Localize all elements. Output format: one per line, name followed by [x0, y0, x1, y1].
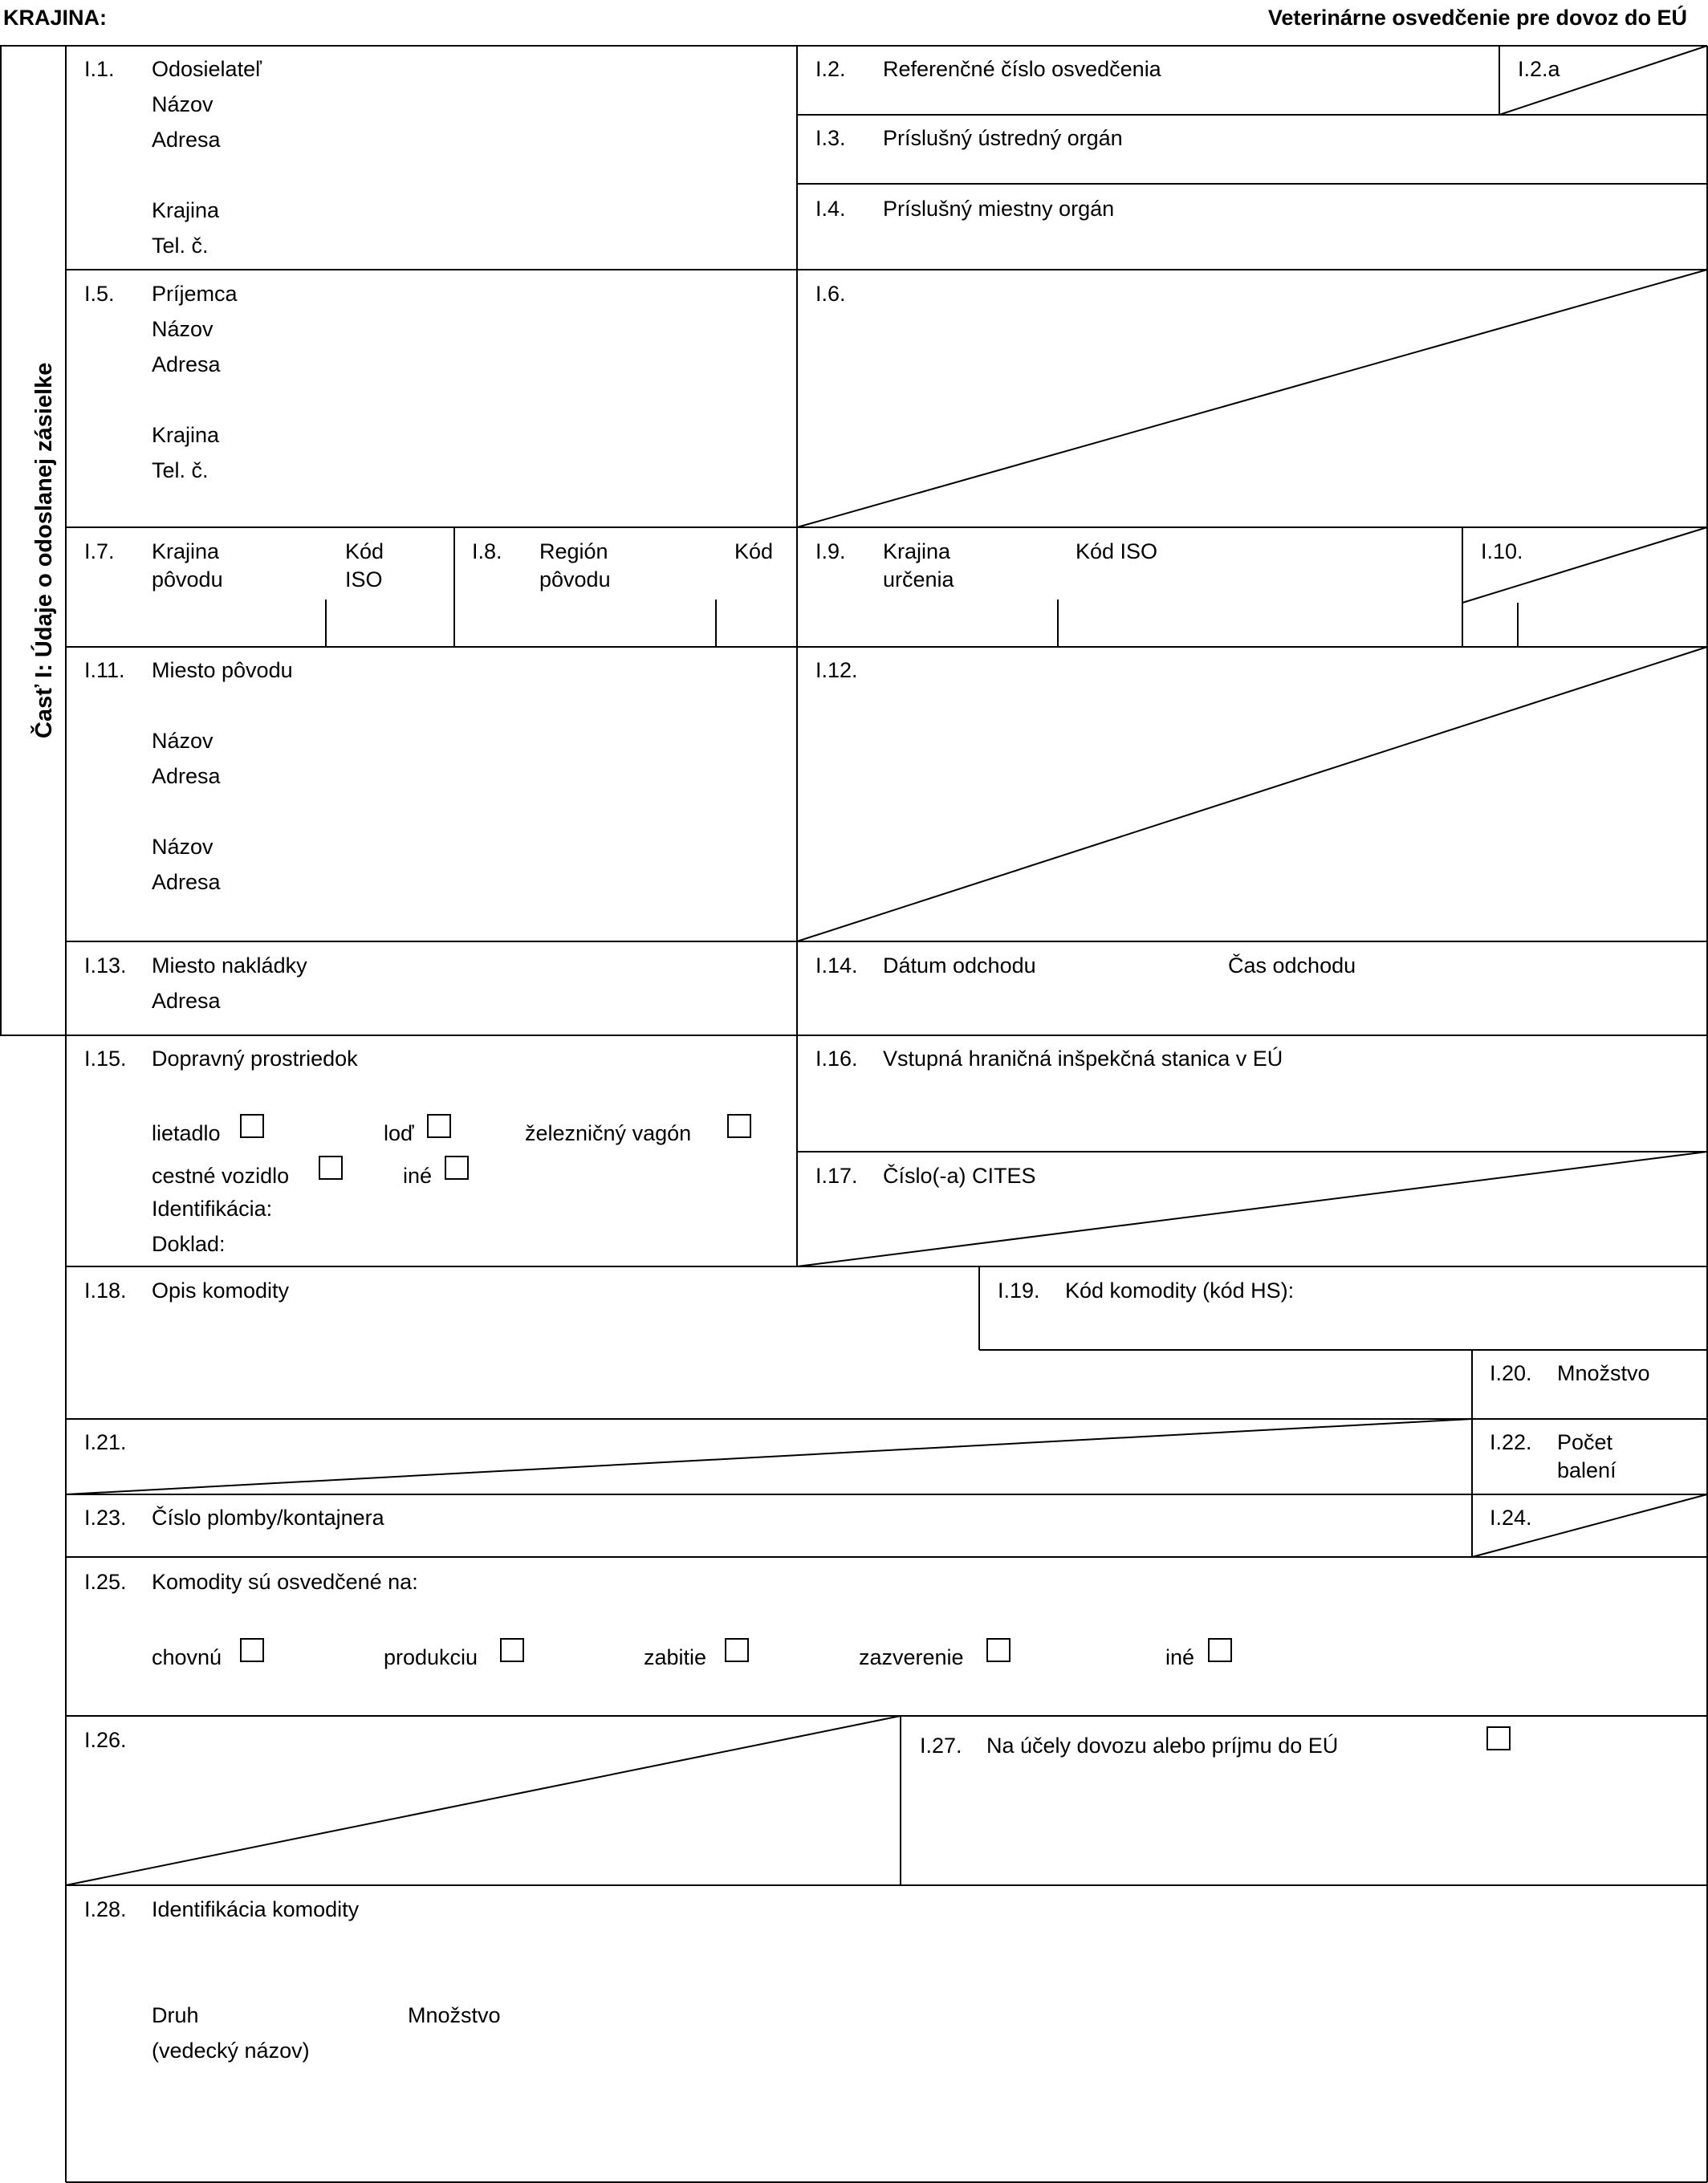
box-i27-title: Na účely dovozu alebo príjmu do EÚ	[986, 1734, 1339, 1758]
box-i7-title-line2: pôvodu	[152, 567, 223, 591]
box-i1-title: Odosielateľ	[152, 57, 262, 81]
purpose-production-label: produkciu	[384, 1645, 478, 1669]
box-i1-number: I.1.	[84, 57, 115, 81]
purpose-game-label: zazverenie	[859, 1645, 964, 1669]
box-i11-number: I.11.	[84, 658, 125, 682]
certificate-title: Veterinárne osvedčenie pre dovoz do EÚ	[1267, 6, 1687, 30]
box-i6-number: I.6.	[815, 282, 846, 306]
box-i7-code-line1: Kód	[345, 539, 384, 563]
box-i8-title-line2: pôvodu	[539, 567, 611, 591]
purpose-breeding-label: chovnú	[152, 1645, 222, 1669]
box-i17-number: I.17.	[815, 1164, 858, 1188]
box-i8-code: Kód	[734, 539, 774, 563]
box-i15-title: Dopravný prostriedok	[152, 1047, 358, 1071]
box-i15-identification: Identifikácia:	[152, 1197, 273, 1221]
box-i19-number: I.19.	[998, 1278, 1040, 1303]
box-i7-title-line1: Krajina	[152, 539, 220, 563]
box-i20-title: Množstvo	[1557, 1361, 1650, 1385]
box-i27-number: I.27.	[920, 1734, 962, 1758]
box-i19-title: Kód komodity (kód HS):	[1065, 1278, 1295, 1303]
purpose-production-checkbox[interactable]	[500, 1638, 524, 1662]
box-i1-line-phone: Tel. č.	[152, 234, 209, 258]
box-i3-title: Príslušný ústredný orgán	[883, 126, 1123, 150]
box-i22-number: I.22.	[1490, 1430, 1532, 1454]
box-i13-line-address: Adresa	[152, 989, 221, 1013]
box-i2-title: Referenčné číslo osvedčenia	[883, 57, 1161, 81]
box-i15-document: Doklad:	[152, 1232, 226, 1256]
box-i7-number: I.7.	[84, 539, 115, 563]
box-i2a-number: I.2.a	[1518, 57, 1560, 81]
box-i22-title-line2: balení	[1557, 1458, 1616, 1482]
box-i17-title: Číslo(-a) CITES	[883, 1164, 1036, 1188]
box-i2-number: I.2.	[815, 57, 846, 81]
box-i3-number: I.3.	[815, 126, 846, 150]
purpose-game-checkbox[interactable]	[986, 1638, 1011, 1662]
box-i14-number: I.14.	[815, 953, 858, 978]
box-i7-code-line2: ISO	[345, 567, 383, 591]
box-i9-title-line1: Krajina	[883, 539, 951, 563]
box-i11-title: Miesto pôvodu	[152, 658, 293, 682]
box-i11-line-name-1: Názov	[152, 729, 214, 753]
transport-option-rail-label: železničný vagón	[525, 1121, 692, 1145]
box-i5-line-country: Krajina	[152, 423, 220, 447]
box-i25-title: Komodity sú osvedčené na:	[152, 1570, 418, 1594]
box-i15-number: I.15.	[84, 1047, 127, 1071]
box-i4-title: Príslušný miestny orgán	[883, 197, 1115, 221]
import-eu-checkbox[interactable]	[1486, 1726, 1511, 1750]
transport-rail-checkbox[interactable]	[727, 1114, 751, 1138]
box-i23-number: I.23.	[84, 1506, 127, 1530]
box-i11-line-address-1: Adresa	[152, 764, 221, 788]
box-i5-number: I.5.	[84, 282, 115, 306]
box-i5-line-name: Názov	[152, 317, 214, 341]
transport-road-checkbox[interactable]	[319, 1156, 343, 1180]
box-i4-number: I.4.	[815, 197, 846, 221]
box-i9-title-line2: určenia	[883, 567, 954, 591]
transport-option-road-label: cestné vozidlo	[152, 1164, 290, 1188]
transport-option-ship-label: loď	[384, 1121, 414, 1145]
box-i13-title: Miesto nakládky	[152, 953, 307, 978]
box-i11-line-name-2: Názov	[152, 835, 214, 859]
box-i5-title: Príjemca	[152, 282, 238, 306]
box-i24-number: I.24.	[1490, 1506, 1532, 1530]
box-i13-number: I.13.	[84, 953, 127, 978]
part-one-side-label: Časť I: Údaje o odoslanej zásielke	[31, 362, 57, 738]
box-i28-quantity: Množstvo	[408, 2003, 501, 2027]
box-i16-title: Vstupná hraničná inšpekčná stanica v EÚ	[883, 1047, 1283, 1071]
box-i22-title-line1: Počet	[1557, 1430, 1613, 1454]
purpose-breeding-checkbox[interactable]	[240, 1638, 264, 1662]
box-i5-line-phone: Tel. č.	[152, 458, 209, 482]
transport-option-aircraft-label: lietadlo	[152, 1121, 221, 1145]
box-i9-number: I.9.	[815, 539, 846, 563]
box-i1-line-country: Krajina	[152, 198, 220, 222]
box-i28-scientific-name: (vedecký názov)	[152, 2039, 310, 2063]
box-i28-species: Druh	[152, 2003, 199, 2027]
box-i1-line-name: Názov	[152, 92, 214, 116]
transport-aircraft-checkbox[interactable]	[240, 1114, 264, 1138]
header-country-label: KRAJINA:	[3, 6, 108, 30]
box-i11-line-address-2: Adresa	[152, 870, 221, 894]
box-i23-title: Číslo plomby/kontajnera	[152, 1506, 384, 1530]
box-i20-number: I.20.	[1490, 1361, 1532, 1385]
box-i8-number: I.8.	[472, 539, 502, 563]
box-i9-code: Kód ISO	[1076, 539, 1158, 563]
box-i1-line-address: Adresa	[152, 128, 221, 152]
box-i18-number: I.18.	[84, 1278, 127, 1303]
box-i25-number: I.25.	[84, 1570, 127, 1594]
purpose-slaughter-checkbox[interactable]	[725, 1638, 749, 1662]
transport-option-other-label: iné	[403, 1164, 433, 1188]
box-i12-number: I.12.	[815, 658, 858, 682]
purpose-slaughter-label: zabitie	[644, 1645, 707, 1669]
box-i16-number: I.16.	[815, 1047, 858, 1071]
box-i28-number: I.28.	[84, 1897, 127, 1921]
box-i21-number: I.21.	[84, 1430, 127, 1454]
box-i14-departure-time: Čas odchodu	[1228, 953, 1356, 978]
purpose-other-label: iné	[1165, 1645, 1195, 1669]
transport-ship-checkbox[interactable]	[427, 1114, 451, 1138]
box-i18-title: Opis komodity	[152, 1278, 290, 1303]
box-i5-line-address: Adresa	[152, 352, 221, 376]
purpose-other-checkbox[interactable]	[1208, 1638, 1232, 1662]
box-i14-title: Dátum odchodu	[883, 953, 1036, 978]
box-i26-number: I.26.	[84, 1728, 127, 1752]
box-i8-title-line1: Región	[539, 539, 608, 563]
box-i10-number: I.10.	[1481, 539, 1523, 563]
transport-other-checkbox[interactable]	[445, 1156, 469, 1180]
box-i28-title: Identifikácia komodity	[152, 1897, 360, 1921]
